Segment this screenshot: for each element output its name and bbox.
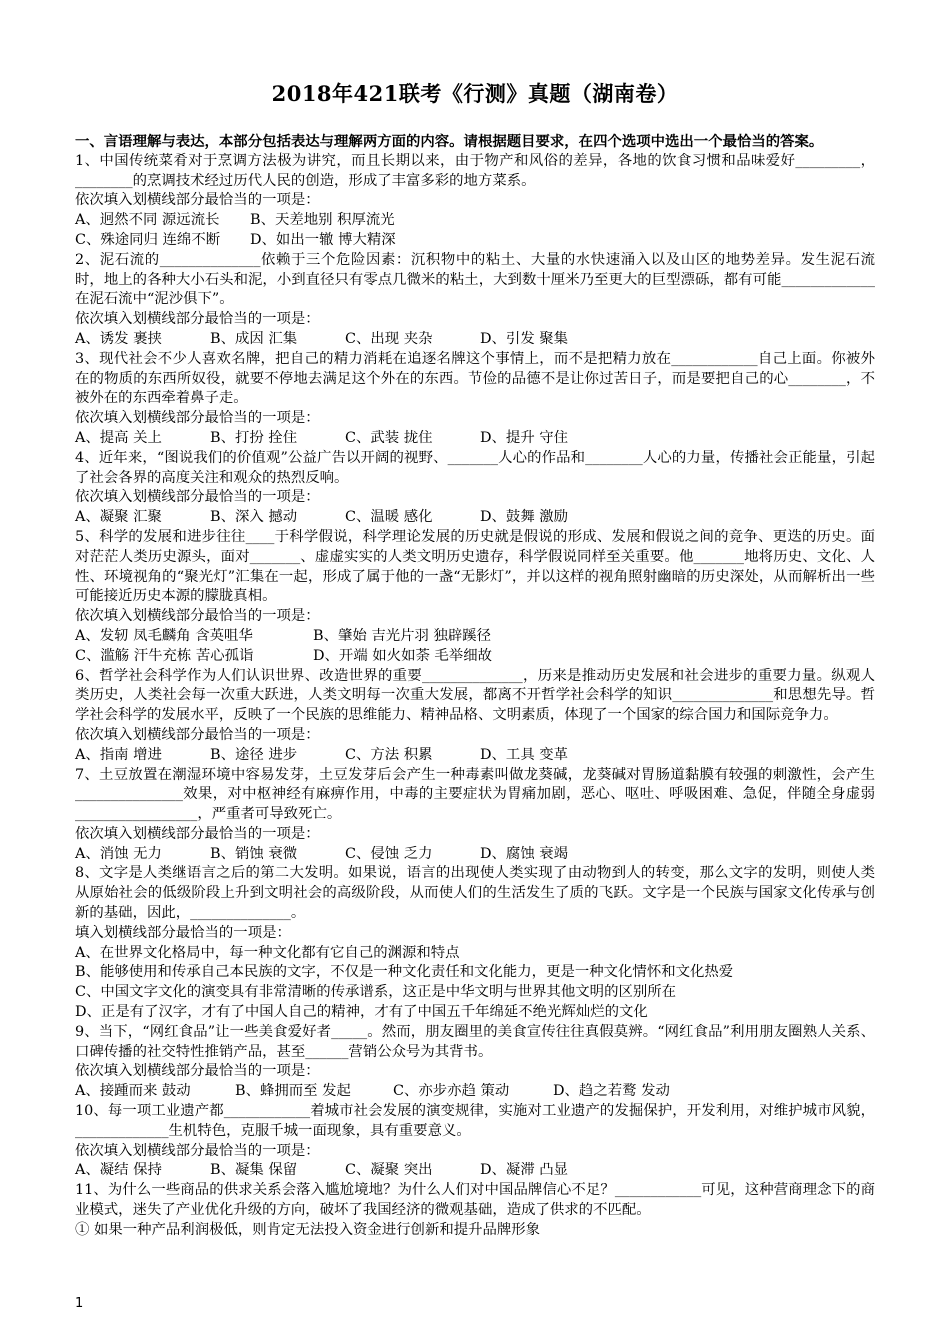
option-b: B、蜂拥而至 发起 — [235, 1083, 351, 1100]
option-b: B、能够使用和传承自己本民族的文字，不仅是一种文化责任和文化能力，更是一种文化情怀和文化热爱 — [75, 964, 734, 981]
option-d: D、腐蚀 衰竭 — [480, 845, 569, 862]
option-b: B、途径 进步 — [210, 746, 298, 763]
option-a: A、迥然不同 源远流长 — [75, 212, 220, 229]
question-stem: 11、为什么一些商品的供求关系会落入尴尬境地？为什么人们对中国品牌信心不足？____________可见，这种营商理念下的商业模式，迷失了产业优化升级的方向，破坏了我国经济的微观基础，造成了供求的不匹配。 — [75, 1182, 875, 1219]
question-stem: 4、近年来，“图说我们的价值观”公益广告以开阔的视野、_______人心的作品和________人心的力量，传播社会正能量，引起了社会各界的高度关注和观众的热烈反响。 — [75, 449, 875, 486]
question-prompt: 依次填入划横线部分最恰当的一项是： — [75, 410, 320, 427]
options-row — [75, 429, 875, 449]
question-prompt: 依次填入划横线部分最恰当的一项是： — [75, 489, 320, 506]
option-a: A、提高 关上 — [75, 429, 162, 446]
option-d: D、提升 守住 — [480, 429, 569, 446]
options-row — [75, 508, 875, 528]
options-row — [75, 330, 875, 350]
option-a: A、指南 增进 — [75, 746, 162, 763]
option-a: A、在世界文化格局中，每一种文化都有它自己的渊源和特点 — [75, 944, 460, 961]
option-d: D、正是有了汉字，才有了中国人自己的精神，才有了中国五千年绵延不绝光辉灿烂的文化 — [75, 1004, 648, 1021]
option-b: B、深入 撼动 — [210, 509, 298, 526]
options-row — [75, 231, 875, 251]
question-prompt: 依次填入划横线部分最恰当的一项是： — [75, 1142, 320, 1159]
page-title: 2018年421联考《行测》真题（湖南卷） — [271, 81, 679, 106]
option-d: D、凝滞 凸显 — [480, 1162, 569, 1179]
option-b: B、销蚀 衰微 — [210, 845, 298, 862]
question-stem: 5、科学的发展和进步往往____于科学假说，科学理论发展的历史就是假说的形成、发展和假说之间的竞争、更迭的历史。面对茫茫人类历史源头，面对_______、虚虚实实的人类文明历史遗存，科学假说同样至关重要。他_______地将历史、文化、人性、环境视角的“聚光灯”汇集在一起，形成了属于他的一盏“无影灯”，并以这样的视角照射幽暗的历史深处，从而解析出一些可能接近历史本源的朦胧真相。 — [75, 528, 875, 605]
options-row — [75, 1161, 875, 1181]
option-d: D、引发 聚集 — [480, 330, 569, 347]
option-b: B、天差地别 积厚流光 — [250, 212, 395, 229]
options-row — [75, 746, 875, 766]
numbered-statement: ① 如果一种产品利润极低，则肯定无法投入资金进行创新和提升品牌形象 — [75, 1221, 541, 1238]
option-c: C、殊途同归 连绵不断 — [75, 231, 221, 248]
option-d: D、开端 如火如荼 毛举细故 — [313, 647, 492, 664]
question-stem: 10、每一项工业遗产都____________着城市社会发展的演变规律，实施对工业遗产的发掘保护，开发利用，对维护城市风貌，_____________生机特色，克服千城一面现象，具有重要意义。 — [75, 1103, 875, 1139]
option-a: A、消蚀 无力 — [75, 845, 162, 862]
question-stem: 1、中国传统菜肴对于烹调方法极为讲究，而且长期以来，由于物产和风俗的差异，各地的饮食习惯和品味爱好_________，________的烹调技术经过历代人民的创造，形成了丰富多彩的地方菜系。 — [75, 152, 875, 189]
options-row — [75, 647, 875, 667]
question-stem: 2、泥石流的______________依赖于三个危险因素：沉积物中的粘土、大量的水快速涌入以及山区的地势差异。发生泥石流时，地上的各种大小石头和泥，小到直径只有零点几微米的粘土，大到数十厘米乃至更大的巨型漂砾，都有可能_____________在泥石流中“泥沙俱下”。 — [75, 251, 875, 308]
options-row — [75, 845, 875, 865]
option-a: A、凝聚 汇聚 — [75, 509, 162, 526]
option-c: C、温暖 感化 — [345, 509, 433, 526]
option-c: C、武装 拢住 — [345, 429, 433, 446]
question-prompt: 依次填入划横线部分最恰当的一项是： — [75, 825, 320, 842]
option-b: B、成因 汇集 — [210, 330, 298, 347]
question-stem: 8、文字是人类继语言之后的第二大发明。如果说，语言的出现使人类实现了由动物到人的转变，那么文字的发明，则使人类从原始社会的低级阶段上升到文明社会的高级阶段，从而使人们的生活发生了质的飞跃。文字是一个民族与国家文化传承与创新的基础，因此，______________。 — [75, 865, 875, 922]
option-a: A、凝结 保持 — [75, 1162, 162, 1179]
options-row — [75, 627, 875, 647]
question-stem: 7、土豆放置在潮湿环境中容易发芽，土豆发芽后会产生一种毒素叫做龙葵碱，龙葵碱对胃肠道黏膜有较强的刺激性，会产生_______________效果，对中枢神经有麻痹作用，中毒的主要症状为胃痛加剧，恶心、呕吐、呼吸困难、急促，伴随全身虚弱_________________，严重者可导致死亡。 — [75, 766, 875, 823]
question-prompt: 依次填入划横线部分最恰当的一项是： — [75, 1063, 320, 1080]
question-prompt: 依次填入划横线部分最恰当的一项是： — [75, 726, 320, 743]
option-d: D、趋之若鹜 发动 — [553, 1083, 670, 1100]
option-a: A、诱发 裹挟 — [75, 330, 162, 347]
question-stem: 9、当下，“网红食品”让一些美食爱好者_____。然而，朋友圈里的美食宣传往往真假莫辨。“网红食品”利用朋友圈熟人关系、口碑传播的社交特性推销产品，甚至______营销公众号为其背书。 — [75, 1023, 875, 1060]
document-body — [75, 132, 875, 1241]
question-prompt: 依次填入划横线部分最恰当的一项是： — [75, 608, 320, 625]
option-c: C、方法 积累 — [345, 746, 433, 763]
options-row — [75, 1082, 875, 1102]
option-c: C、出现 夹杂 — [345, 330, 433, 347]
page-number: 1 — [75, 1296, 84, 1311]
question-stem: 3、现代社会不少人喜欢名牌，把自己的精力消耗在追逐名牌这个事情上，而不是把精力放在____________自己上面。你被外在的物质的东西所奴役，就要不停地去满足这个外在的东西。节俭的品德不是让你过苦日子，而是要把自己的心________，不被外在的东西牵着鼻子走。 — [75, 350, 875, 407]
option-d: D、如出一辙 博大精深 — [250, 231, 396, 248]
question-prompt: 依次填入划横线部分最恰当的一项是： — [75, 192, 320, 209]
option-c: C、中国文字文化的演变具有非常清晰的传承谱系，这正是中华文明与世界其他文明的区别所在 — [75, 984, 677, 1001]
option-c: C、亦步亦趋 策动 — [393, 1083, 510, 1100]
section-heading: 一、言语理解与表达，本部分包括表达与理解两方面的内容。请根据题目要求，在四个选项中选出一个最恰当的答案。 — [75, 133, 824, 150]
option-c: C、侵蚀 乏力 — [345, 845, 433, 862]
option-d: D、工具 变革 — [480, 746, 569, 763]
option-b: B、凝集 保留 — [210, 1162, 298, 1179]
option-b: B、肇始 吉光片羽 独辟蹊径 — [313, 627, 492, 644]
question-prompt: 填入划横线部分最恰当的一项是： — [75, 924, 291, 941]
option-d: D、鼓舞 激励 — [480, 509, 569, 526]
options-row — [75, 211, 875, 231]
option-c: C、凝聚 突出 — [345, 1162, 433, 1179]
option-a: A、发轫 凤毛麟角 含英咀华 — [75, 627, 253, 644]
question-prompt: 依次填入划横线部分最恰当的一项是： — [75, 311, 320, 328]
question-stem: 6、哲学社会科学作为人们认识世界、改造世界的重要______________，历来是推动历史发展和社会进步的重要力量。纵观人类历史，人类社会每一次重大跃进，人类文明每一次重大发展，都离不开哲学社会科学的知识______________和思想先导。哲学社会科学的发展水平，反映了一个民族的思维能力、精神品格、文明素质，体现了一个国家的综合国力和国际竞争力。 — [75, 667, 875, 724]
option-c: C、滥觞 汗牛充栋 苦心孤诣 — [75, 647, 254, 664]
option-b: B、打扮 拴住 — [210, 429, 298, 446]
option-a: A、接踵而来 鼓动 — [75, 1083, 191, 1100]
